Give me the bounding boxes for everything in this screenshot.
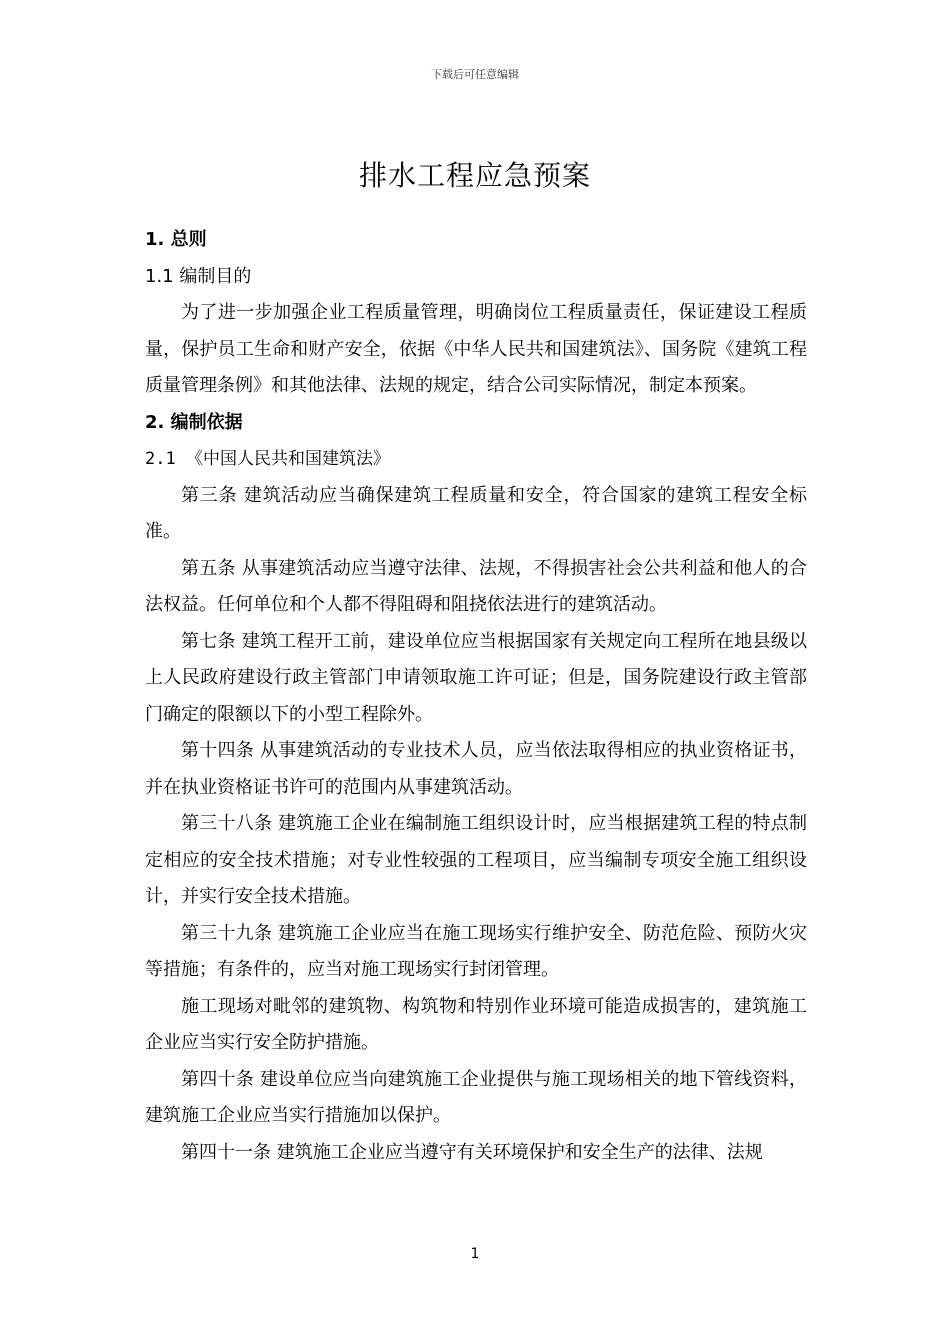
article-paragraph: 第四十一条 建筑施工企业应当遵守有关环境保护和安全生产的法律、法规: [181, 1141, 763, 1163]
document-title: 排水工程应急预案: [358, 159, 591, 192]
article-paragraph: 第四十条 建设单位应当向建筑施工企业提供与施工现场相关的地下管线资料，建筑施工企业应当实行措施加以保护。: [145, 1068, 807, 1126]
article-paragraph: 第七条 建筑工程开工前，建设单位应当根据国家有关规定向工程所在地县级以上人民政府建设行政主管部门申请领取施工许可证；但是，国务院建设行政主管部门确定的限额以下的小型工程除外。: [145, 630, 807, 725]
article-paragraph: 施工现场对毗邻的建筑物、构筑物和特别作业环境可能造成损害的，建筑施工企业应当实行安全防护措施。: [145, 995, 807, 1053]
article-paragraph: 第五条 从事建筑活动应当遵守法律、法规，不得损害社会公共利益和他人的合法权益。任何单位和个人都不得阻碍和阻挠依法进行的建筑活动。: [145, 557, 807, 615]
document-body: [145, 222, 807, 1171]
subsection-heading-purpose: 1.1 编制目的: [145, 265, 252, 287]
purpose-paragraph: 为了进一步加强企业工程质量管理，明确岗位工程质量责任，保证建设工程质量，保护员工生命和财产安全，依据《中华人民共和国建筑法》、国务院《建筑工程质量管理条例》和其他法律、法规的规定，结合公司实际情况，制定本预案。: [145, 302, 807, 396]
article-paragraph: 第三十九条 建筑施工企业应当在施工现场实行维护安全、防范危险、预防火灾等措施；有条件的，应当对施工现场实行封闭管理。: [145, 922, 807, 980]
article-paragraph: 第三条 建筑活动应当确保建筑工程质量和安全，符合国家的建筑工程安全标准。: [145, 484, 807, 542]
section-heading-general: 1. 总则: [145, 229, 207, 250]
subsection-heading-construction-law: 2.1 《中国人民共和国建筑法》: [145, 449, 390, 469]
article-paragraph: 第十四条 从事建筑活动的专业技术人员，应当依法取得相应的执业资格证书，并在执业资格证书许可的范围内从事建筑活动。: [145, 740, 807, 798]
page-header-note: 下载后可任意编辑: [431, 68, 519, 81]
section-heading-basis: 2. 编制依据: [145, 411, 243, 433]
page-number: 1: [470, 1246, 480, 1262]
article-paragraph: 第三十八条 建筑施工企业在编制施工组织设计时，应当根据建筑工程的特点制定相应的安全技术措施；对专业性较强的工程项目，应当编制专项安全施工组织设计，并实行安全技术措施。: [145, 813, 807, 907]
